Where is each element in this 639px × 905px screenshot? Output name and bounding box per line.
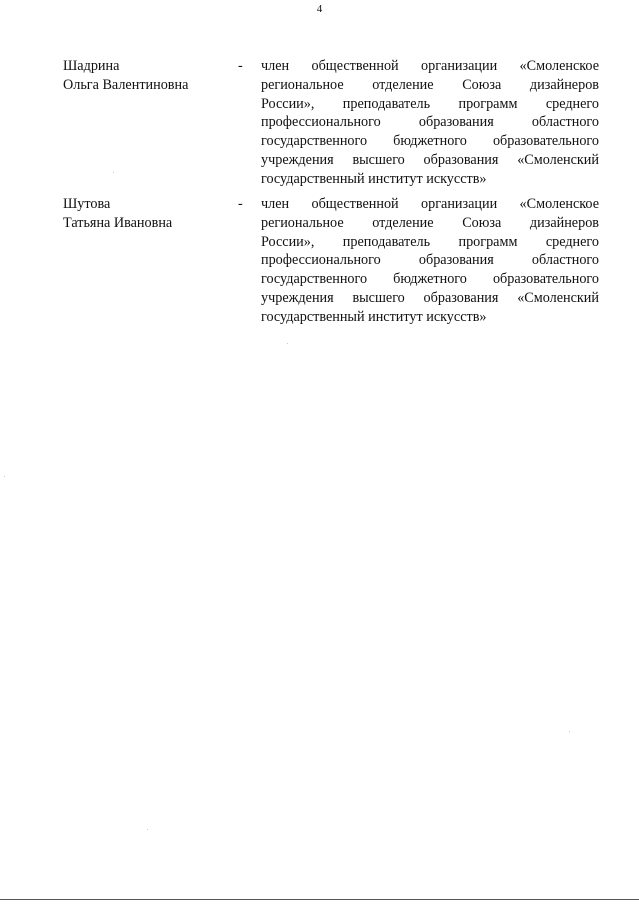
description-line: России», преподаватель программ среднего [261, 95, 599, 112]
scan-speck [147, 829, 148, 830]
description-line: профессионального образования областного [261, 114, 599, 131]
member-surname: Шутова [63, 196, 111, 212]
description-line: учреждения высшего образования «Смоленский [261, 151, 599, 168]
description-line: региональное отделение Союза дизайнеров [261, 76, 599, 93]
page-number: 4 [316, 3, 323, 15]
description-line: государственный институт искусств» [261, 170, 487, 187]
description-line: член общественной организации «Смоленское [261, 196, 599, 212]
description-line: государственного бюджетного образовательного [261, 133, 599, 150]
member-description [261, 57, 599, 189]
scan-speck [113, 172, 114, 173]
member-name [63, 195, 233, 233]
description-line: учреждения высшего образования «Смоленский [261, 289, 599, 306]
description-line: член общественной организации «Смоленское [261, 58, 599, 74]
description-line: России», преподаватель программ среднего [261, 233, 599, 250]
scan-speck [4, 476, 5, 477]
member-dash: - [238, 196, 243, 212]
description-line: государственного бюджетного образовательного [261, 271, 599, 288]
member-given-names: Татьяна Ивановна [63, 214, 173, 231]
member-surname: Шадрина [63, 58, 120, 74]
description-line: государственный институт искусств» [261, 308, 487, 325]
description-line: региональное отделение Союза дизайнеров [261, 214, 599, 231]
member-dash: - [238, 58, 243, 74]
member-given-names: Ольга Валентиновна [63, 76, 189, 93]
member-name [63, 57, 233, 95]
scan-speck [287, 343, 288, 344]
member-description [261, 195, 599, 327]
page-bottom-edge [0, 899, 639, 900]
scan-speck [569, 731, 570, 732]
description-line: профессионального образования областного [261, 252, 599, 269]
